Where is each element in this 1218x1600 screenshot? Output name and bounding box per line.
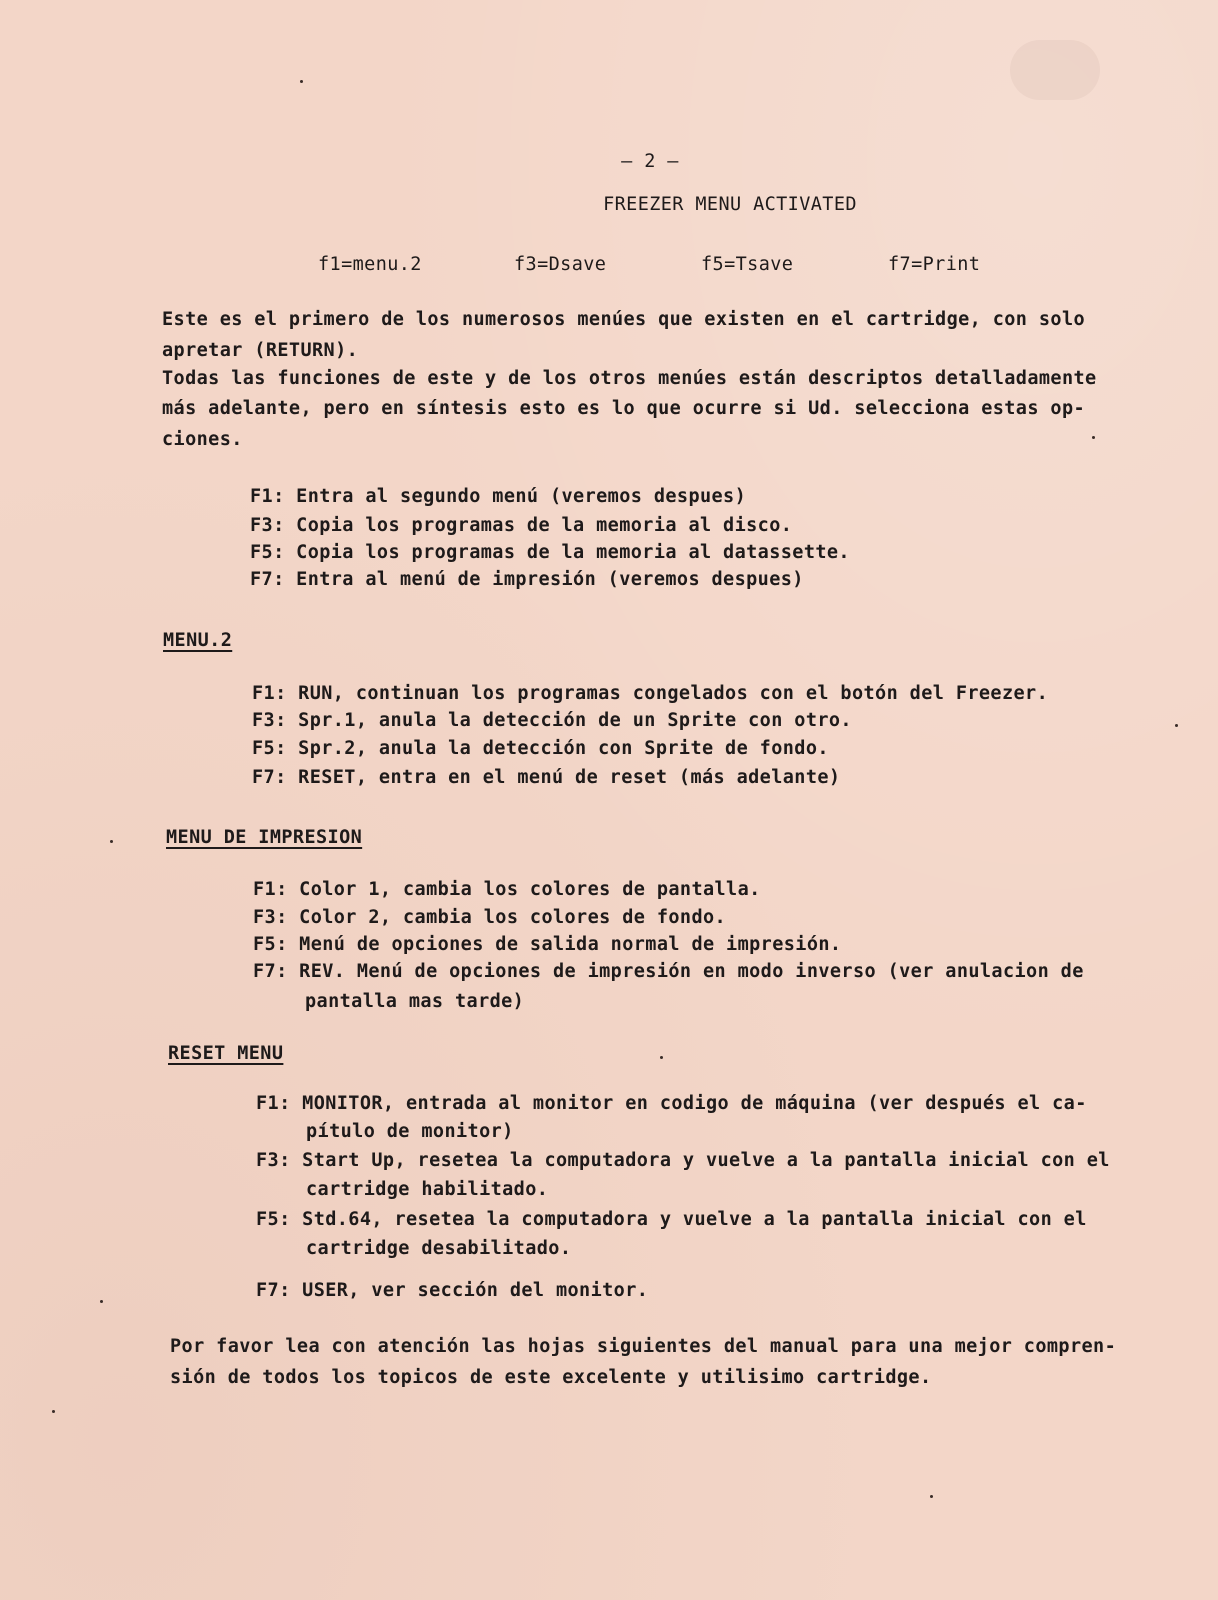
menu2-item: F7: RESET, entra en el menú de reset (más adelante) [252,767,841,788]
reset-menu-item: cartridge habilitado. [306,1179,549,1200]
page-number: – 2 – [621,151,679,172]
intro-line: ciones. [162,429,243,450]
print-menu-heading: MENU DE IMPRESION [166,827,363,848]
paper-speck [1175,724,1178,727]
fkey-3: f3=Dsave [514,254,607,275]
intro-line: apretar (RETURN). [162,340,359,361]
paper-speck [660,1056,663,1059]
intro-line: más adelante, pero en síntesis esto es lo que ocurre si Ud. selecciona estas op- [162,398,1086,419]
paper-speck [1092,436,1095,439]
freezer-item: F7: Entra al menú de impresión (veremos despues) [250,569,804,590]
reset-menu-item: cartridge desabilitado. [306,1238,572,1259]
paper-speck [52,1410,55,1413]
menu2-item: F1: RUN, continuan los programas congelados con el botón del Freezer. [252,683,1049,704]
paper-speck [100,1300,103,1303]
reset-menu-heading: RESET MENU [168,1043,284,1064]
fkey-5: f5=Tsave [701,254,794,275]
paper-speck [110,840,113,843]
freezer-item: F1: Entra al segundo menú (veremos despues) [250,486,747,507]
menu2-item: F5: Spr.2, anula la detección con Sprite de fondo. [252,738,829,759]
fkey-1: f1=menu.2 [318,254,422,275]
closing-line: Por favor lea con atención las hojas siguientes del manual para una mejor compren- [170,1336,1117,1357]
reset-menu-item: F3: Start Up, resetea la computadora y vuelve a la pantalla inicial con el [256,1150,1110,1171]
paper-stain [1010,40,1100,100]
print-menu-item: F5: Menú de opciones de salida normal de impresión. [253,934,842,955]
intro-line: Todas las funciones de este y de los otros menúes están descriptos detalladamente [162,368,1097,389]
print-menu-item: F3: Color 2, cambia los colores de fondo. [253,907,727,928]
paper-speck [930,1495,933,1498]
menu2-heading: MENU.2 [163,630,233,651]
reset-menu-item: F5: Std.64, resetea la computadora y vuelve a la pantalla inicial con el [256,1209,1087,1230]
intro-line: Este es el primero de los numerosos menúes que existen en el cartridge, con solo [162,309,1086,330]
page-title: FREEZER MENU ACTIVATED [603,194,857,215]
closing-line: sión de todos los topicos de este excelente y utilisimo cartridge. [170,1367,932,1388]
print-menu-item: F1: Color 1, cambia los colores de pantalla. [253,879,761,900]
print-menu-item: F7: REV. Menú de opciones de impresión en modo inverso (ver anulacion de [253,961,1084,982]
menu2-item: F3: Spr.1, anula la detección de un Sprite con otro. [252,710,852,731]
fkey-7: f7=Print [888,254,981,275]
freezer-item: F5: Copia los programas de la memoria al datassette. [250,542,850,563]
reset-menu-item: F7: USER, ver sección del monitor. [256,1280,649,1301]
paper-speck [300,80,303,83]
print-menu-item: pantalla mas tarde) [305,991,525,1012]
reset-menu-item: F1: MONITOR, entrada al monitor en codigo de máquina (ver después el ca- [256,1093,1087,1114]
freezer-item: F3: Copia los programas de la memoria al disco. [250,515,793,536]
reset-menu-item: pítulo de monitor) [306,1121,514,1142]
